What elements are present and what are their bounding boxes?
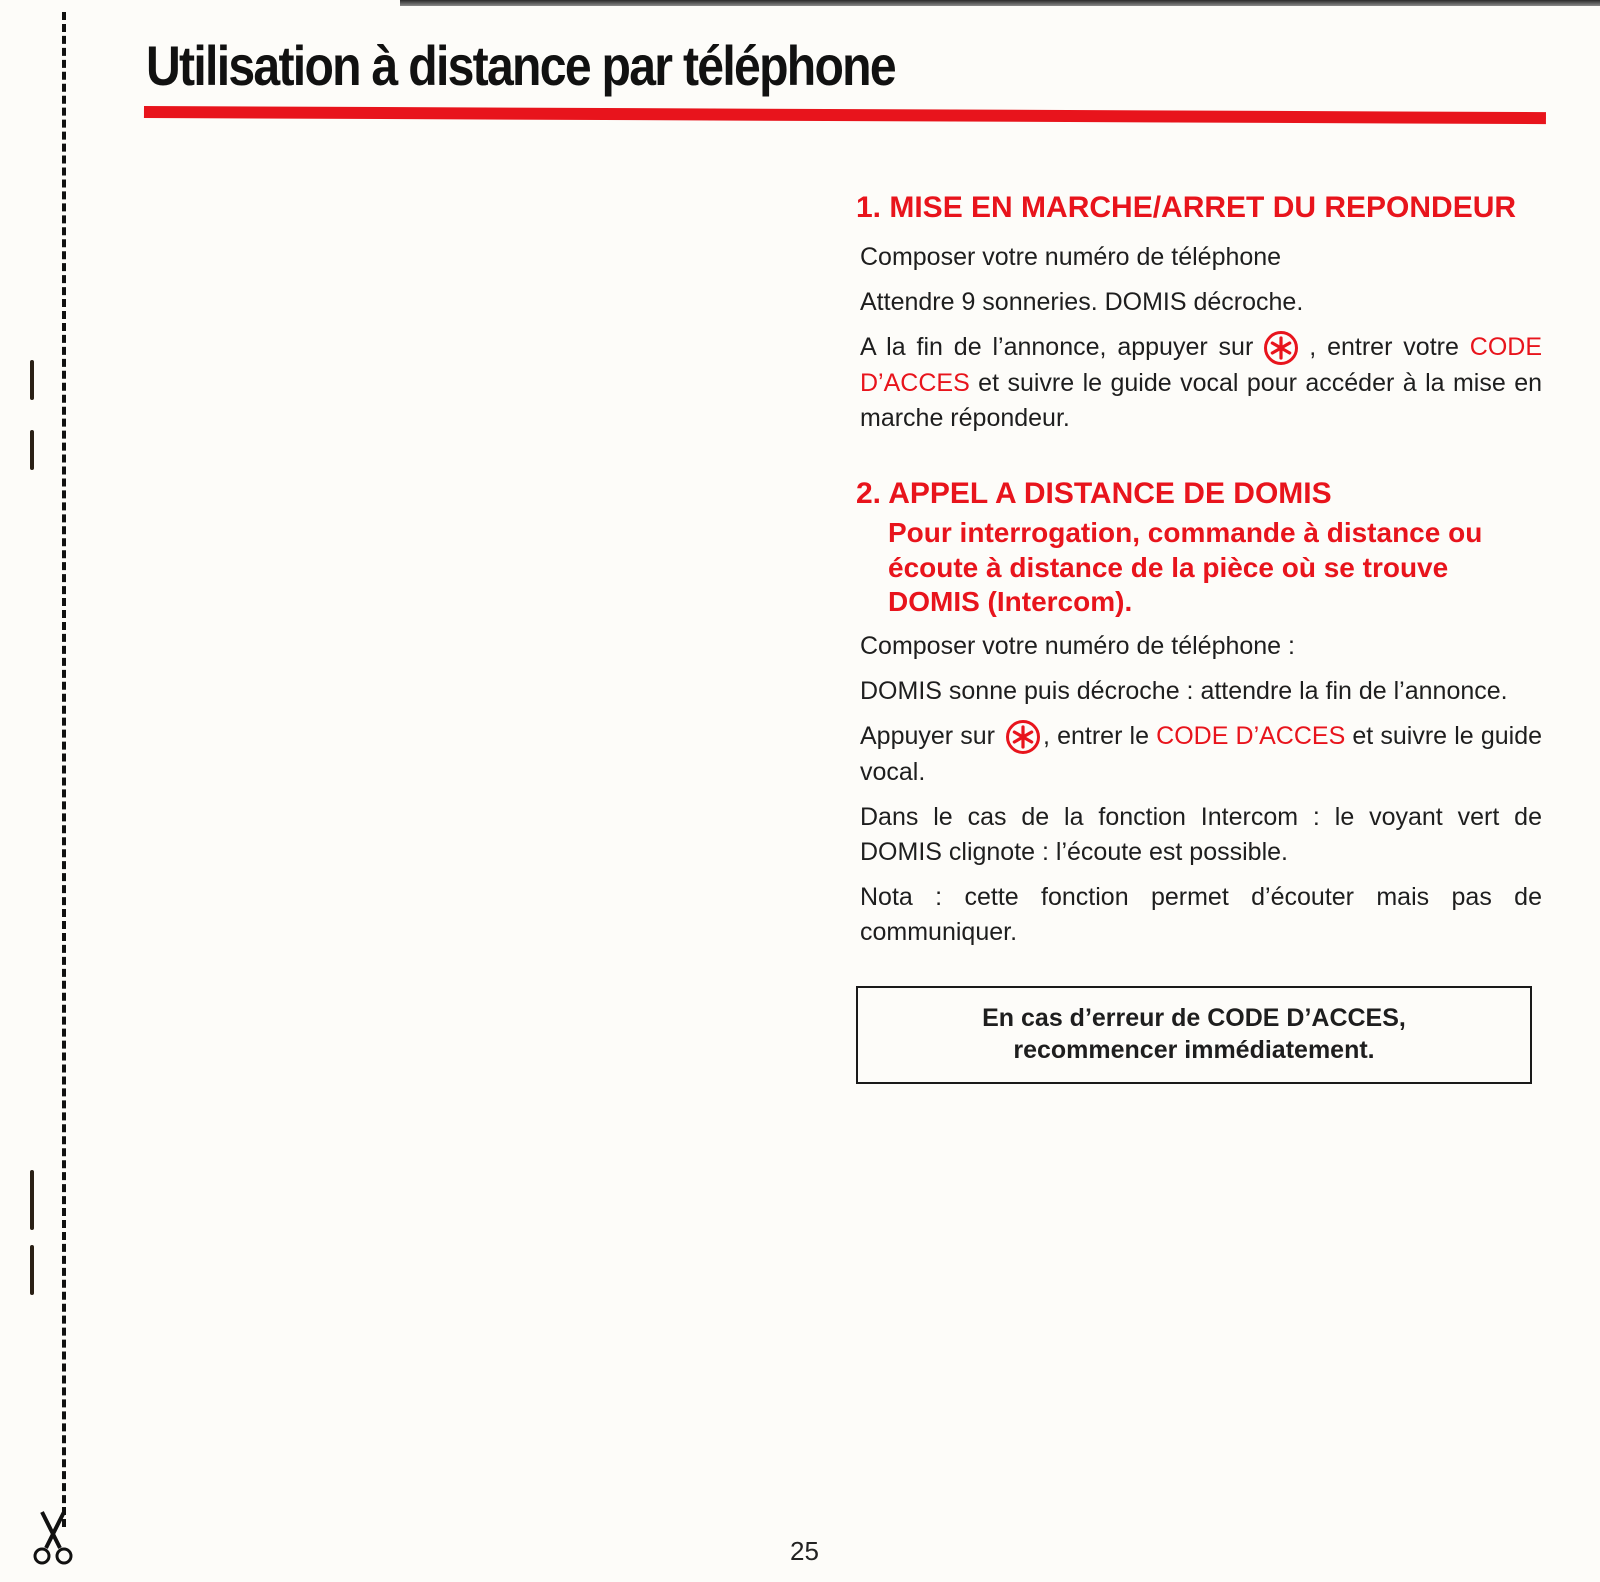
- binding-mark: [30, 360, 34, 400]
- instruction-text: Composer votre numéro de téléphone :: [860, 631, 1295, 660]
- instruction-text: Dans le cas de la fonction Intercom : le voyant vert de DOMIS clignote : l’écoute est possible.: [860, 803, 1542, 867]
- instruction-paragraph: [860, 330, 1542, 436]
- section-appel-a-distance: [856, 476, 1542, 950]
- main-content: [856, 190, 1542, 1084]
- star-key-icon: [1005, 719, 1041, 755]
- section-heading: 2. APPEL A DISTANCE DE DOMIS: [856, 477, 1332, 511]
- access-code-label: CODE D’ACCES: [1156, 721, 1346, 750]
- error-notice-box: [856, 986, 1532, 1084]
- binding-mark: [30, 430, 34, 470]
- instruction-text: Composer votre numéro de téléphone: [860, 243, 1282, 271]
- section-heading: 1. MISE EN MARCHE/ARRET DU REPONDEUR: [856, 191, 1517, 224]
- instruction-text: DOMIS sonne puis décroche : attendre la fin de l’annonce.: [860, 676, 1508, 705]
- note-text: Nota : cette fonction permet d’écouter mais pas de communiquer.: [860, 883, 1542, 947]
- notice-line: En cas d’erreur de CODE D’ACCES,: [982, 1004, 1406, 1033]
- notice-line: recommencer immédiatement.: [1013, 1036, 1375, 1065]
- section-subheading: Pour interrogation, commande à distance ou écoute à distance de la pièce où se trouve DOMIS (Intercom).: [888, 517, 1483, 617]
- top-border-rule: [400, 0, 1600, 6]
- instruction-text: et suivre le guide vocal.: [860, 721, 1542, 787]
- instruction-text: A la fin de l’annonce, appuyer sur: [860, 333, 1254, 361]
- page-title: Utilisation à distance par téléphone: [146, 34, 895, 97]
- cut-guide-line: [62, 12, 66, 1527]
- access-code-label: CODE D’ACCES: [860, 333, 1542, 398]
- title-underline: [144, 106, 1546, 124]
- instruction-text: et suivre le guide vocal pour accéder à la mise en marche répondeur.: [860, 369, 1542, 433]
- page-number: 25: [790, 1536, 819, 1566]
- binding-mark: [30, 1245, 34, 1295]
- section-mise-en-marche: [856, 190, 1542, 436]
- scissors-icon: [28, 1508, 78, 1568]
- star-key-icon: [1263, 330, 1299, 366]
- binding-mark: [30, 1170, 34, 1230]
- instruction-text: , entrer votre: [1309, 333, 1459, 361]
- instruction-paragraph: [860, 719, 1542, 790]
- instruction-text: Appuyer sur: [860, 721, 995, 750]
- instruction-text: , entrer le: [1043, 721, 1157, 750]
- instruction-text: Attendre 9 sonneries. DOMIS décroche.: [860, 288, 1304, 316]
